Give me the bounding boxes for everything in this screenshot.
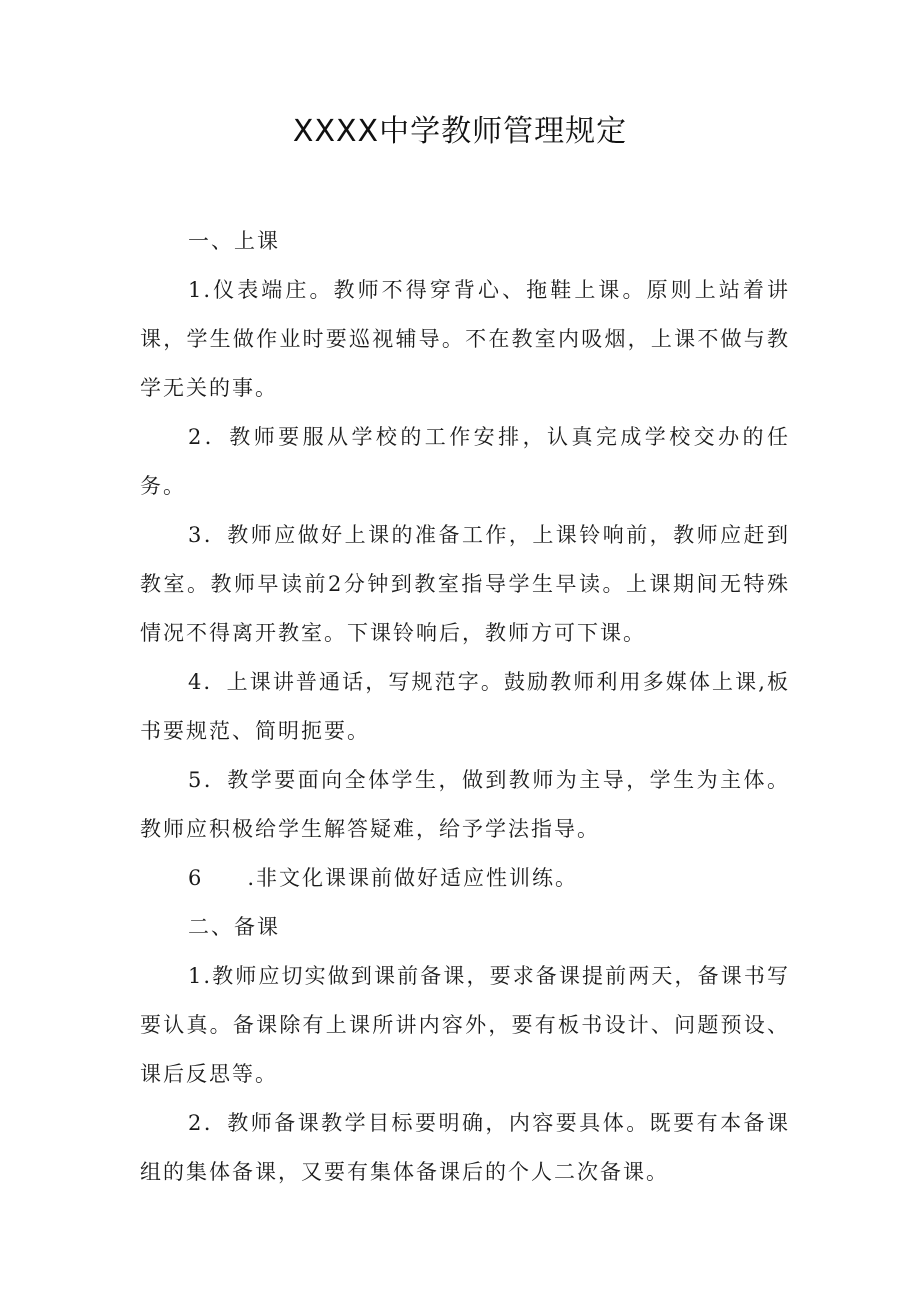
paragraph-2-1: 1.教师应切实做到课前备课，要求备课提前两天，备课书写要认真。备课除有上课所讲内容外，要有板书设计、问题预设、课后反思等。 (140, 964, 790, 1086)
document-title: XXXX中学教师管理规定 (292, 114, 628, 149)
paragraph-2-2: 2．教师备课教学目标要明确，内容要具体。既要有本备课组的集体备课，又要有集体备课后的个人二次备课。 (140, 1111, 790, 1184)
paragraph-1-2: 2．教师要服从学校的工作安排，认真完成学校交办的任务。 (140, 425, 790, 498)
section-heading-2: 二、备课 (188, 915, 280, 939)
paragraph-1-6-text: .非文化课课前做好适应性训练。 (247, 866, 579, 890)
document-body (140, 217, 790, 1197)
paragraph-1-6 (140, 854, 790, 903)
paragraph-1-5: 5．教学要面向全体学生，做到教师为主导，学生为主体。教师应积极给学生解答疑难，给予学法指导。 (140, 768, 790, 841)
paragraph-1-4: 4．上课讲普通话，写规范字。鼓励教师利用多媒体上课,板书要规范、简明扼要。 (140, 670, 790, 743)
paragraph-1-6-number: 6 (188, 866, 204, 890)
paragraph-1-3: 3．教师应做好上课的准备工作，上课铃响前，教师应赶到教室。教师早读前2分钟到教室指导学生早读。上课期间无特殊情况不得离开教室。下课铃响后，教师方可下课。 (140, 523, 790, 645)
section-heading-1: 一、上课 (188, 229, 280, 253)
paragraph-1-1: 1.仪表端庄。教师不得穿背心、拖鞋上课。原则上站着讲课，学生做作业时要巡视辅导。不在教室内吸烟，上课不做与教学无关的事。 (140, 278, 790, 400)
